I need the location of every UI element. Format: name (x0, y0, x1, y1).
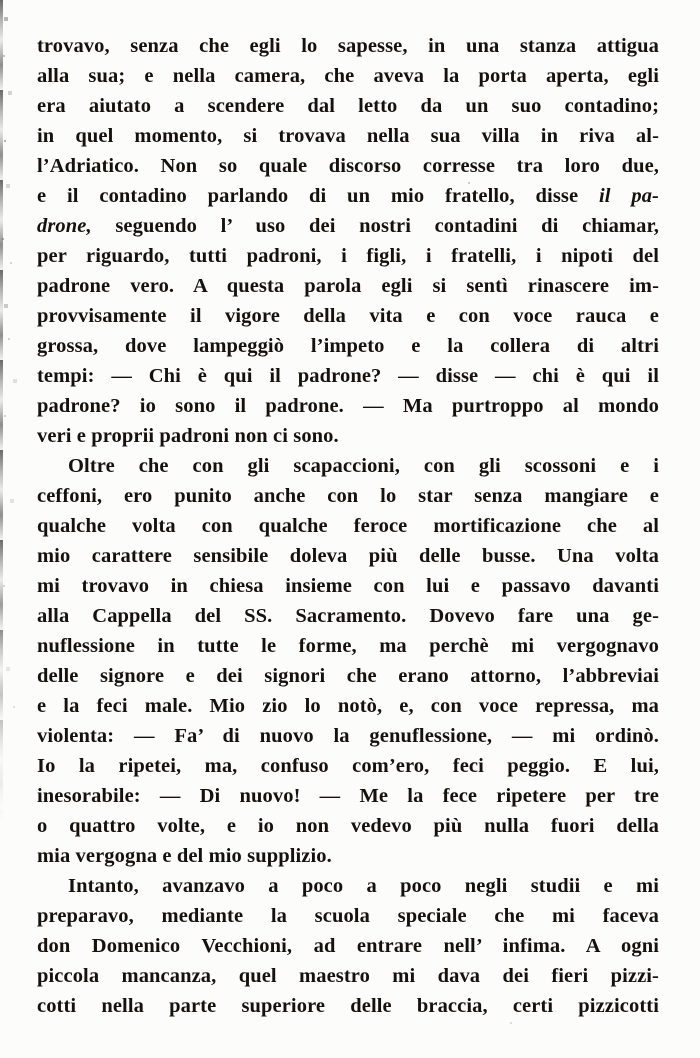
text-segment: era aiutato a scendere dal letto da un suo contadino; (37, 95, 659, 117)
text-segment: alla sua; e nella camera, che aveva la porta aperta, egli (37, 65, 659, 87)
text-segment: tempi: — Chi è qui il padrone? — disse — chi è qui il (37, 365, 659, 387)
scan-binding-edge-artifact (0, 0, 3, 820)
text-segment: l’Adriatico. Non so quale discorso corresse tra loro due, (37, 155, 659, 177)
text-segment: delle signore e dei signori che erano attorno, l’abbreviai (37, 665, 659, 687)
text-line (37, 421, 659, 451)
text-line (37, 661, 659, 691)
text-line (37, 901, 659, 931)
text-segment: padrone? io sono il padrone. — Ma purtroppo al mondo (37, 395, 659, 417)
text-line (37, 871, 659, 901)
text-line (37, 451, 659, 481)
text-segment: violenta: — Fa’ di nuovo la genuflessione, — mi ordinò. (37, 725, 659, 747)
italic-text-segment: il pa- (598, 185, 659, 207)
text-segment: trovavo, senza che egli lo sapesse, in una stanza attigua (37, 35, 659, 57)
text-segment: mi trovavo in chiesa insieme con lui e passavo davanti (37, 575, 659, 597)
text-line (37, 511, 659, 541)
text-line (37, 181, 659, 211)
text-segment: veri e proprii padroni non ci sono. (37, 425, 339, 447)
text-line (37, 841, 659, 871)
text-segment: e la feci male. Mio zio lo notò, e, con voce repressa, ma (37, 695, 659, 717)
text-line (37, 121, 659, 151)
text-segment: o quattro volte, e io non vedevo più nulla fuori della (37, 815, 659, 837)
text-line (37, 781, 659, 811)
text-line (37, 91, 659, 121)
text-segment: Intanto, avanzavo a poco a poco negli studii e mi (68, 875, 659, 897)
text-segment: ceffoni, ero punito anche con lo star senza mangiare e (37, 485, 659, 507)
text-segment: grossa, dove lampeggiò l’impeto e la collera di altri (37, 335, 659, 357)
text-segment: e il contadino parlando di un mio fratello, disse (37, 185, 599, 207)
text-line (37, 811, 659, 841)
text-segment: preparavo, mediante la scuola speciale che mi faceva (37, 905, 659, 927)
text-segment: nuflessione in tutte le forme, ma perchè mi vergognavo (37, 635, 659, 657)
text-segment: cotti nella parte superiore delle braccia, certi pizzicotti (37, 995, 659, 1017)
text-segment: mia vergogna e del mio supplizio. (37, 845, 332, 867)
text-segment: per riguardo, tutti padroni, i figli, i fratelli, i nipoti del (37, 245, 659, 267)
text-line (37, 211, 659, 241)
text-segment: Io la ripetei, ma, confuso com’ero, feci peggio. E lui, (37, 755, 659, 777)
text-line (37, 961, 659, 991)
text-line (37, 241, 659, 271)
scan-speckles (0, 0, 2, 2)
text-line (37, 61, 659, 91)
text-line (37, 721, 659, 751)
text-line (37, 751, 659, 781)
text-segment: qualche volta con qualche feroce mortificazione che al (37, 515, 659, 537)
text-line (37, 481, 659, 511)
text-segment: inesorabile: — Di nuovo! — Me la fece ripetere per tre (37, 785, 659, 807)
text-line (37, 991, 659, 1021)
text-segment: padrone vero. A questa parola egli si sentì rinascere im- (37, 275, 659, 297)
text-segment: piccola mancanza, quel maestro mi dava dei fieri pizzi- (37, 965, 659, 987)
text-line (37, 331, 659, 361)
text-segment: in quel momento, si trovava nella sua villa in riva al- (37, 125, 659, 147)
text-line (37, 391, 659, 421)
text-segment: don Domenico Vecchioni, ad entrare nell’ infima. A ogni (37, 935, 659, 957)
text-segment: Oltre che con gli scapaccioni, con gli scossoni e i (68, 455, 659, 477)
text-line (37, 151, 659, 181)
text-line (37, 301, 659, 331)
text-line (37, 631, 659, 661)
text-segment: provvisamente il vigore della vita e con voce rauca e (37, 305, 659, 327)
text-line (37, 601, 659, 631)
italic-text-segment: drone, (37, 215, 92, 237)
text-line (37, 271, 659, 301)
text-line (37, 571, 659, 601)
text-line (37, 361, 659, 391)
text-line (37, 541, 659, 571)
text-segment: mio carattere sensibile doleva più delle busse. Una volta (37, 545, 659, 567)
page-text (37, 31, 659, 1021)
text-segment: alla Cappella del SS. Sacramento. Dovevo fare una ge- (37, 605, 659, 627)
text-line (37, 931, 659, 961)
text-segment: seguendo l’ uso dei nostri contadini di chiamar, (91, 215, 659, 237)
text-line (37, 31, 659, 61)
text-line (37, 691, 659, 721)
